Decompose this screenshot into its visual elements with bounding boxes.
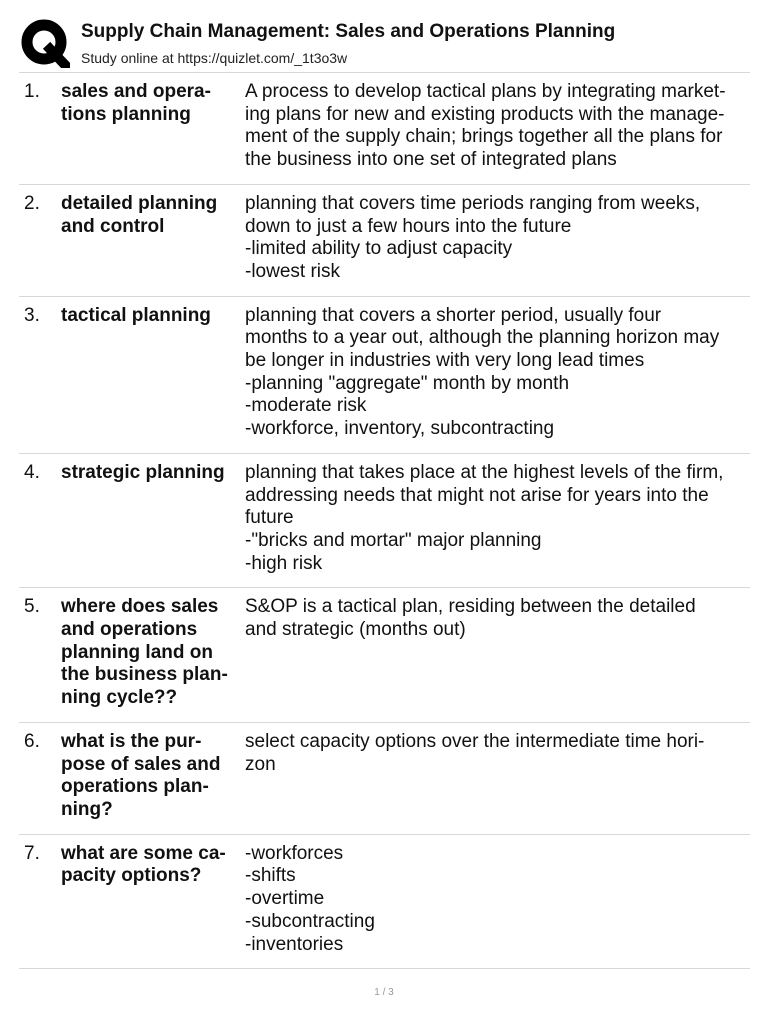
flashcard-row	[19, 723, 750, 835]
card-definition: planning that covers time periods ranging from weeks, down to just a few hours into the future -limited ability to adjust capacity -lowest risk	[245, 192, 701, 282]
card-term: where does sales and operations planning land on the business plan- ning cycle??	[61, 596, 228, 709]
card-definition: A process to develop tactical plans by integrating market- ing plans for new and existing products with the manage- ment of the supply chain; brings together all the plans for the business into one set of integrated plans	[245, 81, 726, 171]
card-term: sales and opera- tions planning	[61, 81, 211, 125]
card-definition: planning that covers a shorter period, usually four months to a year out, although the planning horizon may be longer in industries with very long lead times -planning "aggregate" month by month -moderate risk -workforce, inventory, subcontracting	[245, 304, 720, 440]
card-definition: select capacity options over the intermediate time hori- zon	[245, 730, 705, 775]
document-title: Supply Chain Management: Sales and Operations Planning	[81, 21, 616, 42]
card-number: 6.	[24, 730, 40, 752]
quizlet-logo-icon	[20, 18, 70, 68]
document-header	[20, 18, 750, 74]
card-term: detailed planning and control	[61, 192, 218, 237]
flashcard-row	[19, 454, 750, 589]
card-number: 1.	[24, 81, 40, 102]
card-definition: planning that takes place at the highest levels of the firm, addressing needs that might not arise for years into the future -"bricks and mortar" major planning -high risk	[245, 461, 724, 574]
card-definition: -workforces -shifts -overtime -subcontracting -inventories	[245, 842, 375, 955]
card-number: 5.	[24, 596, 40, 618]
card-number: 4.	[24, 461, 40, 483]
card-number: 2.	[24, 192, 40, 214]
card-number: 7.	[24, 842, 40, 864]
card-number: 3.	[24, 304, 40, 326]
page-indicator: 1 / 3	[374, 987, 394, 998]
study-online-link[interactable]: Study online at https://quizlet.com/_1t3o3w	[81, 50, 348, 66]
card-term: tactical planning	[61, 304, 211, 326]
flashcard-row	[19, 185, 750, 297]
flashcard-row	[19, 73, 750, 185]
card-term: what are some ca- pacity options?	[61, 842, 226, 887]
card-term: what is the pur- pose of sales and operations plan- ning?	[61, 730, 221, 820]
flashcard-list	[19, 73, 750, 969]
card-term: strategic planning	[61, 461, 225, 483]
flashcard-row	[19, 297, 750, 454]
flashcard-row	[19, 835, 750, 970]
flashcard-row	[19, 588, 750, 723]
card-definition: S&OP is a tactical plan, residing between the detailed and strategic (months out)	[245, 596, 696, 641]
